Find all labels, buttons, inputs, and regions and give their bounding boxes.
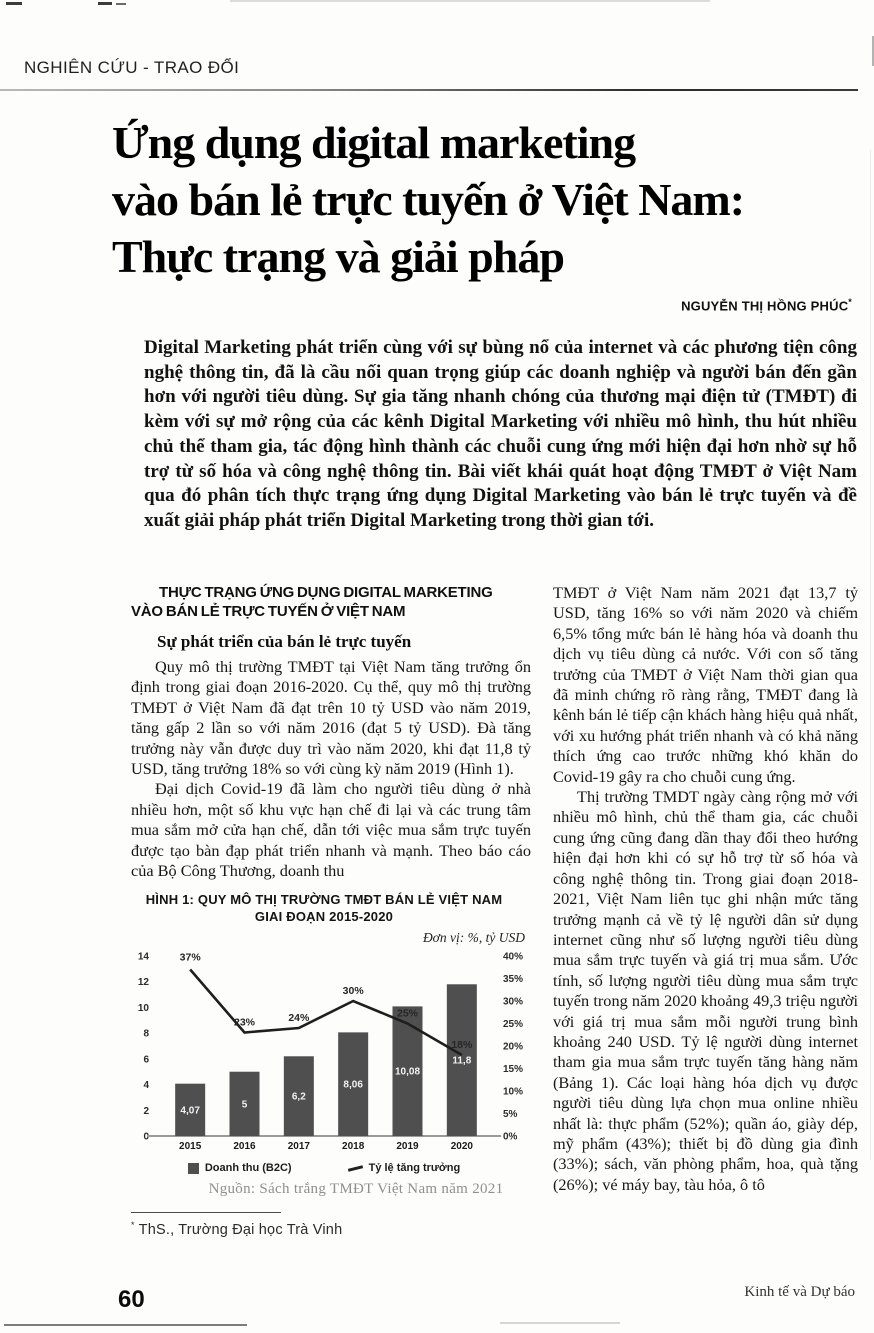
svg-text:11,8: 11,8 (452, 1056, 472, 1068)
svg-text:8,06: 8,06 (343, 1080, 363, 1092)
abstract: Digital Marketing phát triển cùng với sự bùng nổ của internet và các phương tiện công nghệ thông tin, đã là cầu nối quan trọng giúp các doanh nghiệp và người bán đến gần hơn với người tiêu dùng. Sự gia tăng nhanh chóng của thương mại điện tử (TMĐT) đi kèm với sự mở rộng của các kênh Digital Marketing với nhiều mô hình, thu hút nhiều chủ thể tham gia, tác động hình thành các chuỗi cung ứng mới hiện đại hơn nhờ sự hỗ trợ từ số hóa và công nghệ thông tin. Bài viết khái quát hoạt động TMĐT ở Việt Nam qua đó phân tích thực trạng ứng dụng Digital Marketing vào bán lẻ trực tuyến và đề xuất giải pháp phát triển Digital Marketing trong thời gian tới. (144, 337, 857, 531)
svg-text:40%: 40% (503, 951, 524, 963)
right-column (553, 583, 858, 1238)
svg-text:12: 12 (137, 977, 149, 989)
figure-1 (117, 891, 531, 1198)
article-body (131, 583, 858, 1238)
svg-text:25%: 25% (503, 1019, 524, 1031)
svg-text:18%: 18% (451, 1039, 473, 1052)
svg-text:5: 5 (241, 1099, 248, 1111)
title-line: Ứng dụng digital marketing (112, 117, 636, 168)
svg-text:4: 4 (143, 1080, 149, 1092)
legend-line-swatch-icon (347, 1165, 362, 1172)
svg-text:30%: 30% (503, 996, 524, 1008)
section-heading (131, 583, 531, 621)
svg-text:10: 10 (137, 1003, 149, 1015)
footnote-divider (131, 1212, 281, 1213)
svg-text:25%: 25% (396, 1007, 419, 1020)
legend-label: Tỷ lệ tăng trưởng (368, 1162, 461, 1175)
svg-text:10,08: 10,08 (394, 1067, 421, 1079)
paragraph: Quy mô thị trường TMĐT tại Việt Nam tăng trưởng ổn định trong giai đoạn 2016-2020. Cụ thể, quy mô thị trường TMĐT ở Việt Nam đã đạt trên 10 tỷ USD vào năm 2019, tăng gấp 2 lần so với năm 2016 (đạt 5 tỷ USD). Đà tăng trưởng này vẫn được duy trì vào năm 2020, khi đạt 11,8 tỷ USD, tăng trưởng 18% so với cùng kỳ năm 2019 (Hình 1). (131, 657, 531, 779)
subsection-heading: Sự phát triển của bán lẻ trực tuyến (157, 632, 412, 651)
chart-title (117, 891, 531, 925)
svg-text:0: 0 (143, 1131, 149, 1143)
svg-text:2019: 2019 (396, 1141, 419, 1153)
paragraph: TMĐT ở Việt Nam năm 2021 đạt 13,7 tỷ USD, tăng 16% so với năm 2020 và chiếm 6,5% tổng mức bán lẻ hàng hóa và doanh thu dịch vụ tiêu dùng cả nước. Với con số tăng trưởng của TMĐT ở Việt Nam thời gian qua đã minh chứng rõ ràng rằng, TMĐT đang là kênh bán lẻ tiếp cận khách hàng hiệu quả nhất, với xu hướng phát triển nhanh và có khả năng thích ứng cao trước những khó khăn do Covid-19 gây ra cho chuỗi cung ứng. (553, 583, 858, 786)
author-name (681, 297, 852, 313)
svg-text:5%: 5% (503, 1109, 518, 1121)
legend-label: Doanh thu (B2C) (204, 1162, 292, 1175)
footnote-marker: * (131, 1220, 135, 1231)
paragraph: Đại dịch Covid-19 đã làm cho người tiêu dùng ở nhà nhiều hơn, một số khu vực hạn chế đi lại và các trung tâm mua sắm mở cửa hạn chế, dẫn tới việc mua sắm trực tuyến được tạo bàn đạp phát triển nhanh và mạnh. Theo báo cáo của Bộ Công Thương, doanh thu (131, 779, 531, 881)
scan-artifact (4, 1324, 247, 1326)
left-column (131, 583, 531, 1238)
section-heading-line: VÀO BÁN LẺ TRỰC TUYẾN Ở VIỆT NAM (131, 603, 406, 620)
legend-item (348, 1162, 461, 1174)
scan-artifact (500, 1322, 620, 1324)
section-heading-line: THỰC TRẠNG ỨNG DỤNG DIGITAL MARKETING (159, 584, 493, 601)
header-divider (0, 89, 858, 91)
scan-artifact (230, 0, 710, 2)
svg-text:24%: 24% (288, 1012, 310, 1025)
chart-title-line: HÌNH 1: QUY MÔ THỊ TRƯỜNG TMĐT BÁN LẺ VIỆT NAM (145, 892, 503, 908)
svg-text:37%: 37% (179, 951, 201, 964)
scan-artifact (116, 3, 126, 5)
svg-text:20%: 20% (503, 1041, 524, 1053)
footnote-text (131, 1220, 531, 1238)
title-line: vào bán lẻ trực tuyến ở Việt Nam: (112, 174, 745, 225)
paragraph: Thị trường TMDT ngày càng rộng mở với nhiều mô hình, chủ thể tham gia, các chuỗi cung ứng cũng đang dần thay đổi theo hướng hiện đại hơn khi có sự hỗ trợ từ số hóa và công nghệ thông tin. Trong giai đoạn 2018-2021, Việt Nam liên tục ghi nhận mức tăng trưởng mạnh cả về tỷ lệ người dân sử dụng internet cũng như số lượng người tiêu dùng mua sắm trực tuyến và giá trị mua sắm. Ước tính, số lượng người tiêu dùng mua sắm trực tuyến trong năm 2020 khoảng 49,3 triệu người với giá trị mua sắm mỗi người trung bình khoảng 240 USD. Tỷ lệ người dùng internet tham gia mua sắm trực tuyến tăng hàng năm (Bảng 1). Các loại hàng hóa dịch vụ được người tiêu dùng lựa chọn mua online nhiều nhất là: thực phẩm (52%); quần áo, giày dép, mỹ phẩm (43%); thiết bị đồ dùng gia đình (33%); sách, văn phòng phẩm, hoa, quà tặng (26%); vé máy bay, tàu hỏa, ô tô (553, 787, 858, 1194)
revenue-growth-chart (117, 946, 531, 1164)
svg-text:2016: 2016 (233, 1141, 256, 1153)
footnote-body: ThS., Trường Đại học Trà Vinh (134, 1222, 343, 1239)
author-footnote-marker: * (848, 297, 852, 307)
page-number: 60 (118, 1286, 145, 1313)
title-line: Thực trạng và giải pháp (112, 231, 564, 282)
svg-text:15%: 15% (503, 1064, 524, 1076)
svg-text:2017: 2017 (287, 1141, 310, 1153)
svg-text:6: 6 (143, 1054, 149, 1066)
footnote (131, 1212, 531, 1238)
scan-artifact (98, 2, 112, 5)
legend-bar-swatch-icon (188, 1163, 199, 1174)
svg-text:10%: 10% (503, 1086, 524, 1098)
svg-text:2020: 2020 (450, 1141, 473, 1153)
svg-text:2015: 2015 (179, 1141, 202, 1153)
svg-text:8: 8 (143, 1029, 149, 1041)
svg-text:6,2: 6,2 (291, 1092, 306, 1104)
svg-text:35%: 35% (503, 974, 524, 986)
svg-text:2018: 2018 (342, 1141, 365, 1153)
svg-text:0%: 0% (503, 1131, 518, 1143)
svg-text:30%: 30% (342, 985, 364, 998)
chart-unit-label: Đơn vị: %, tỷ USD (422, 930, 525, 946)
scan-artifact (6, 2, 22, 5)
svg-text:2: 2 (143, 1106, 149, 1118)
article-title (112, 114, 744, 285)
svg-text:4,07: 4,07 (180, 1105, 200, 1117)
svg-text:14: 14 (137, 951, 149, 963)
chart-legend (117, 1162, 531, 1174)
chart-source: Nguồn: Sách trắng TMĐT Việt Nam năm 2021 (208, 1181, 504, 1198)
journal-name: Kinh tế và Dự báo (744, 1284, 855, 1300)
section-kicker: NGHIÊN CỨU - TRAO ĐỔI (24, 58, 240, 77)
svg-text:23%: 23% (233, 1016, 256, 1029)
legend-item (188, 1162, 292, 1174)
scan-artifact (870, 150, 871, 1160)
author-text: NGUYỄN THỊ HỒNG PHÚC (681, 298, 849, 314)
chart-title-line: GIAI ĐOẠN 2015-2020 (254, 909, 394, 925)
